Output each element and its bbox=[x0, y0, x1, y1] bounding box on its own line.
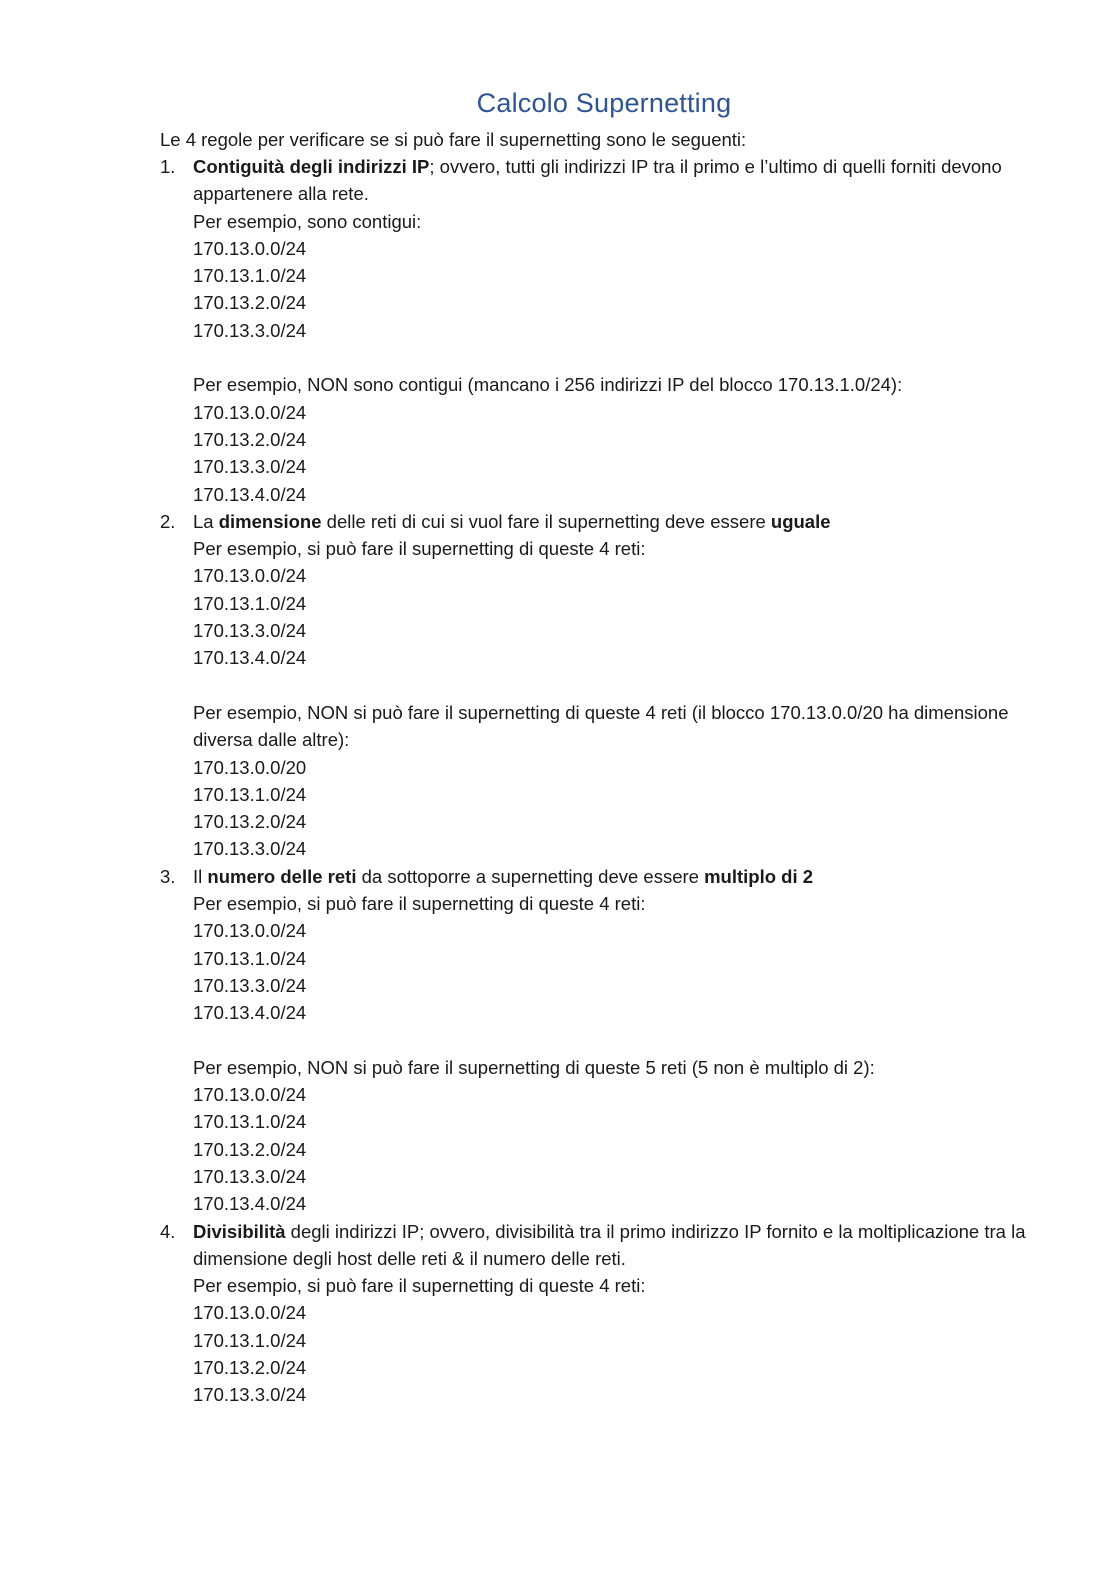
ip-block: 170.13.2.0/24 bbox=[193, 811, 307, 833]
heading-text: ; ovvero, tutti gli indirizzi IP tra il primo e l’ultimo di quelli forniti devono appartenere alla rete. bbox=[193, 156, 1002, 205]
example-label: Per esempio, NON si può fare il supernetting di queste 4 reti (il blocco 170.13.0.0/20 ha dimensione diversa dalle altre): bbox=[193, 701, 1009, 751]
heading-bold: Contiguità degli indirizzi IP bbox=[193, 156, 430, 177]
example-label: Per esempio, si può fare il supernetting di queste 4 reti: bbox=[193, 1275, 646, 1297]
ip-block: 170.13.3.0/24 bbox=[193, 1165, 307, 1187]
ip-block: 170.13.3.0/24 bbox=[193, 838, 307, 860]
heading-bold: dimensione bbox=[218, 510, 322, 532]
ip-block: 170.13.4.0/24 bbox=[193, 1002, 307, 1024]
ip-block: 170.13.2.0/24 bbox=[193, 1138, 307, 1160]
ip-block: 170.13.4.0/24 bbox=[193, 647, 307, 669]
ip-block: 170.13.0.0/20 bbox=[193, 756, 307, 778]
heading-text: La bbox=[193, 510, 219, 532]
rule-number: 4. bbox=[160, 1220, 176, 1242]
ip-block: 170.13.0.0/24 bbox=[193, 565, 307, 587]
heading-text: degli indirizzi IP; ovvero, divisibilità tra il primo indirizzo IP fornito e la moltiplicazione tra la dimensione degli host delle reti & il numero delle reti. bbox=[193, 1220, 1026, 1269]
ip-block: 170.13.2.0/24 bbox=[193, 1357, 307, 1379]
rule-item bbox=[160, 153, 1030, 508]
heading-text: Il bbox=[193, 865, 208, 887]
ip-block: 170.13.1.0/24 bbox=[193, 1329, 307, 1351]
ip-block: 170.13.3.0/24 bbox=[193, 974, 307, 996]
ip-block: 170.13.0.0/24 bbox=[193, 1084, 307, 1106]
ip-block: 170.13.1.0/24 bbox=[193, 592, 307, 614]
ip-block: 170.13.4.0/24 bbox=[193, 1193, 307, 1215]
rule-heading bbox=[193, 1218, 1030, 1273]
ip-block: 170.13.1.0/24 bbox=[193, 947, 307, 969]
blank-line bbox=[193, 672, 1030, 699]
ip-block: 170.13.2.0/24 bbox=[193, 428, 307, 450]
ip-block: 170.13.3.0/24 bbox=[193, 319, 307, 341]
rule-heading bbox=[193, 153, 1030, 208]
rule-heading bbox=[193, 508, 1030, 535]
rule-heading bbox=[193, 863, 1030, 890]
heading-bold: multiplo di 2 bbox=[704, 865, 814, 887]
rule-number: 3. bbox=[160, 865, 176, 887]
heading-bold: uguale bbox=[770, 510, 831, 532]
ip-block: 170.13.0.0/24 bbox=[193, 401, 307, 423]
heading-bold: Divisibilità bbox=[193, 1220, 286, 1242]
example-label: Per esempio, NON si può fare il supernetting di queste 5 reti (5 non è multiplo di 2): bbox=[193, 1056, 875, 1078]
rule-item bbox=[160, 863, 1030, 1218]
rule-item bbox=[160, 508, 1030, 863]
ip-block: 170.13.0.0/24 bbox=[193, 920, 307, 942]
example-label: Per esempio, si può fare il supernetting di queste 4 reti: bbox=[193, 893, 646, 915]
ip-block: 170.13.1.0/24 bbox=[193, 1111, 307, 1133]
heading-text: da sottoporre a supernetting deve essere bbox=[356, 865, 705, 887]
ip-block: 170.13.4.0/24 bbox=[193, 483, 307, 505]
rules-list bbox=[160, 153, 1030, 1409]
example-label: Per esempio, sono contigui: bbox=[193, 210, 422, 232]
heading-text: delle reti di cui si vuol fare il supernetting deve essere bbox=[321, 510, 771, 532]
rule-number: 2. bbox=[160, 510, 176, 532]
blank-line bbox=[193, 344, 1030, 371]
intro-text: Le 4 regole per verificare se si può fare il supernetting sono le seguenti: bbox=[160, 129, 747, 150]
rule-item bbox=[160, 1218, 1030, 1409]
ip-block: 170.13.3.0/24 bbox=[193, 620, 307, 642]
ip-block: 170.13.0.0/24 bbox=[193, 1302, 307, 1324]
ip-block: 170.13.3.0/24 bbox=[193, 456, 307, 478]
example-label: Per esempio, NON sono contigui (mancano i 256 indirizzi IP del blocco 170.13.1.0/24): bbox=[193, 374, 903, 396]
rule-number: 1. bbox=[160, 156, 176, 177]
heading-bold: numero delle reti bbox=[207, 865, 357, 887]
example-label: Per esempio, si può fare il supernetting di queste 4 reti: bbox=[193, 538, 646, 560]
ip-block: 170.13.3.0/24 bbox=[193, 1384, 307, 1406]
page-title: Calcolo Supernetting bbox=[476, 88, 732, 118]
ip-block: 170.13.0.0/24 bbox=[193, 237, 307, 259]
blank-line bbox=[193, 1027, 1030, 1054]
ip-block: 170.13.2.0/24 bbox=[193, 292, 307, 314]
ip-block: 170.13.1.0/24 bbox=[193, 783, 307, 805]
ip-block: 170.13.1.0/24 bbox=[193, 265, 307, 287]
